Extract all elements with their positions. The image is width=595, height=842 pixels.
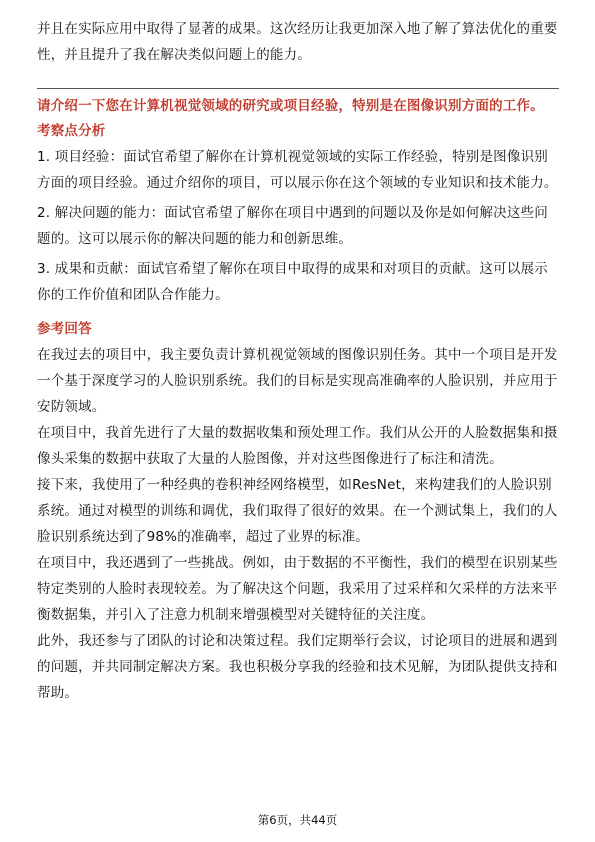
page-footer: 第6页，共44页 — [257, 813, 338, 827]
answer-paragraph-3: 接下来，我使用了一种经典的卷积神经网络模型，如ResNet，来构建我们的人脸识别系统。通过对模型的训练和调优，我们取得了很好的效果。在一个测试集上，我们的人脸识别系统达到了98%的准确率，超过了业界的标准。 — [37, 477, 558, 545]
answer-title: 参考回答 — [37, 321, 92, 337]
answer-paragraph-4: 在项目中，我还遇到了一些挑战。例如，由于数据的不平衡性，我们的模型在识别某些特定类别的人脸时表现较差。为了解决这个问题，我采用了过采样和欠采样的方法来平衡数据集，并引入了注意力机制来增强模型对关键特征的关注度。 — [37, 555, 558, 623]
intro-paragraph: 并且在实际应用中取得了显著的成果。这次经历让我更加深入地了解了算法优化的重要性，并且提升了我在解决类似问题上的能力。 — [37, 21, 558, 63]
question-heading: 请介绍一下您在计算机视觉领域的研究或项目经验，特别是在图像识别方面的工作。 — [37, 98, 544, 114]
section-divider — [37, 88, 559, 89]
answer-paragraph-5: 此外，我还参与了团队的讨论和决策过程。我们定期举行会议，讨论项目的进展和遇到的问题，并共同制定解决方案。我也积极分享我的经验和技术见解，为团队提供支持和帮助。 — [37, 633, 558, 701]
analysis-item-1: 1. 项目经验：面试官希望了解你在计算机视觉领域的实际工作经验，特别是图像识别方面的项目经验。通过介绍你的项目，可以展示你在这个领域的专业知识和技术能力。 — [37, 149, 558, 191]
analysis-title: 考察点分析 — [37, 123, 106, 139]
document-page — [37, 16, 559, 706]
analysis-item-2: 2. 解决问题的能力：面试官希望了解你在项目中遇到的问题以及你是如何解决这些问题的。这可以展示你的解决问题的能力和创新思维。 — [37, 205, 548, 247]
analysis-item-3: 3. 成果和贡献：面试官希望了解你在项目中取得的成果和对项目的贡献。这可以展示你的工作价值和团队合作能力。 — [37, 261, 548, 303]
answer-paragraph-2: 在项目中，我首先进行了大量的数据收集和预处理工作。我们从公开的人脸数据集和摄像头采集的数据中获取了大量的人脸图像，并对这些图像进行了标注和清洗。 — [37, 425, 558, 467]
answer-paragraph-1: 在我过去的项目中，我主要负责计算机视觉领域的图像识别任务。其中一个项目是开发一个基于深度学习的人脸识别系统。我们的目标是实现高准确率的人脸识别，并应用于安防领域。 — [37, 347, 558, 415]
